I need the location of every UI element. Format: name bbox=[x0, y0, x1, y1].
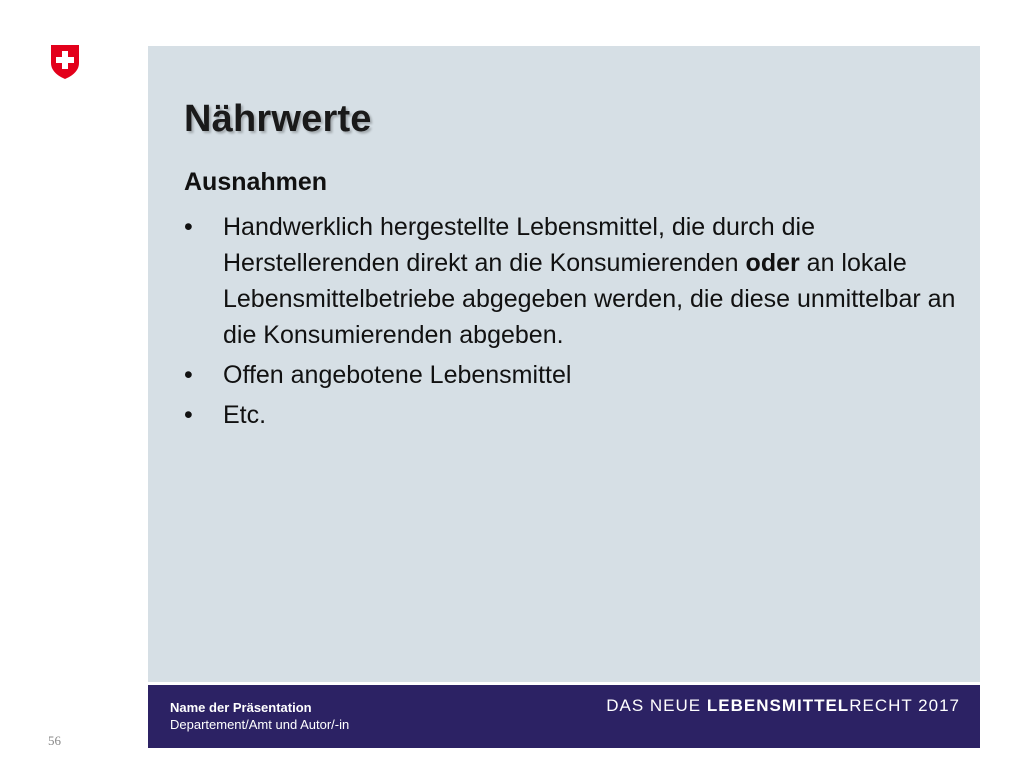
bullet-item bbox=[184, 209, 964, 353]
footer-brand bbox=[606, 696, 960, 716]
slide-title: Nährwerte bbox=[184, 98, 372, 140]
brand-bold: LEBENSMITTEL bbox=[706, 696, 850, 715]
bullet-text: Etc. bbox=[223, 401, 267, 429]
brand-suffix: RECHT 2017 bbox=[849, 696, 960, 715]
presentation-name: Name der Präsentation bbox=[170, 700, 312, 715]
bullet-text-after: an lokale Lebensmittelbetriebe abgegeben werden, die diese unmittelbar an die Konsumierenden abgeben. bbox=[223, 249, 956, 349]
swiss-cross-shield-icon bbox=[50, 44, 80, 80]
bullet-text: Offen angebotene Lebensmittel bbox=[223, 361, 572, 389]
bullet-marker: • bbox=[184, 401, 193, 429]
bullet-text-emphasis: oder bbox=[745, 249, 800, 277]
page-number: 56 bbox=[48, 733, 61, 748]
bullet-item bbox=[184, 397, 964, 433]
bullet-list bbox=[184, 209, 964, 437]
bullet-marker: • bbox=[184, 361, 193, 389]
footer-bar bbox=[148, 685, 980, 748]
department-author: Departement/Amt und Autor/-in bbox=[170, 717, 350, 732]
bullet-item bbox=[184, 357, 964, 393]
brand-prefix: DAS NEUE bbox=[606, 696, 707, 715]
slide-subheading: Ausnahmen bbox=[184, 168, 328, 196]
bullet-marker: • bbox=[184, 213, 193, 241]
bullet-text-before: Handwerklich hergestellte Lebensmittel, die durch die Herstellerenden direkt an die Konsumierenden bbox=[223, 213, 815, 277]
